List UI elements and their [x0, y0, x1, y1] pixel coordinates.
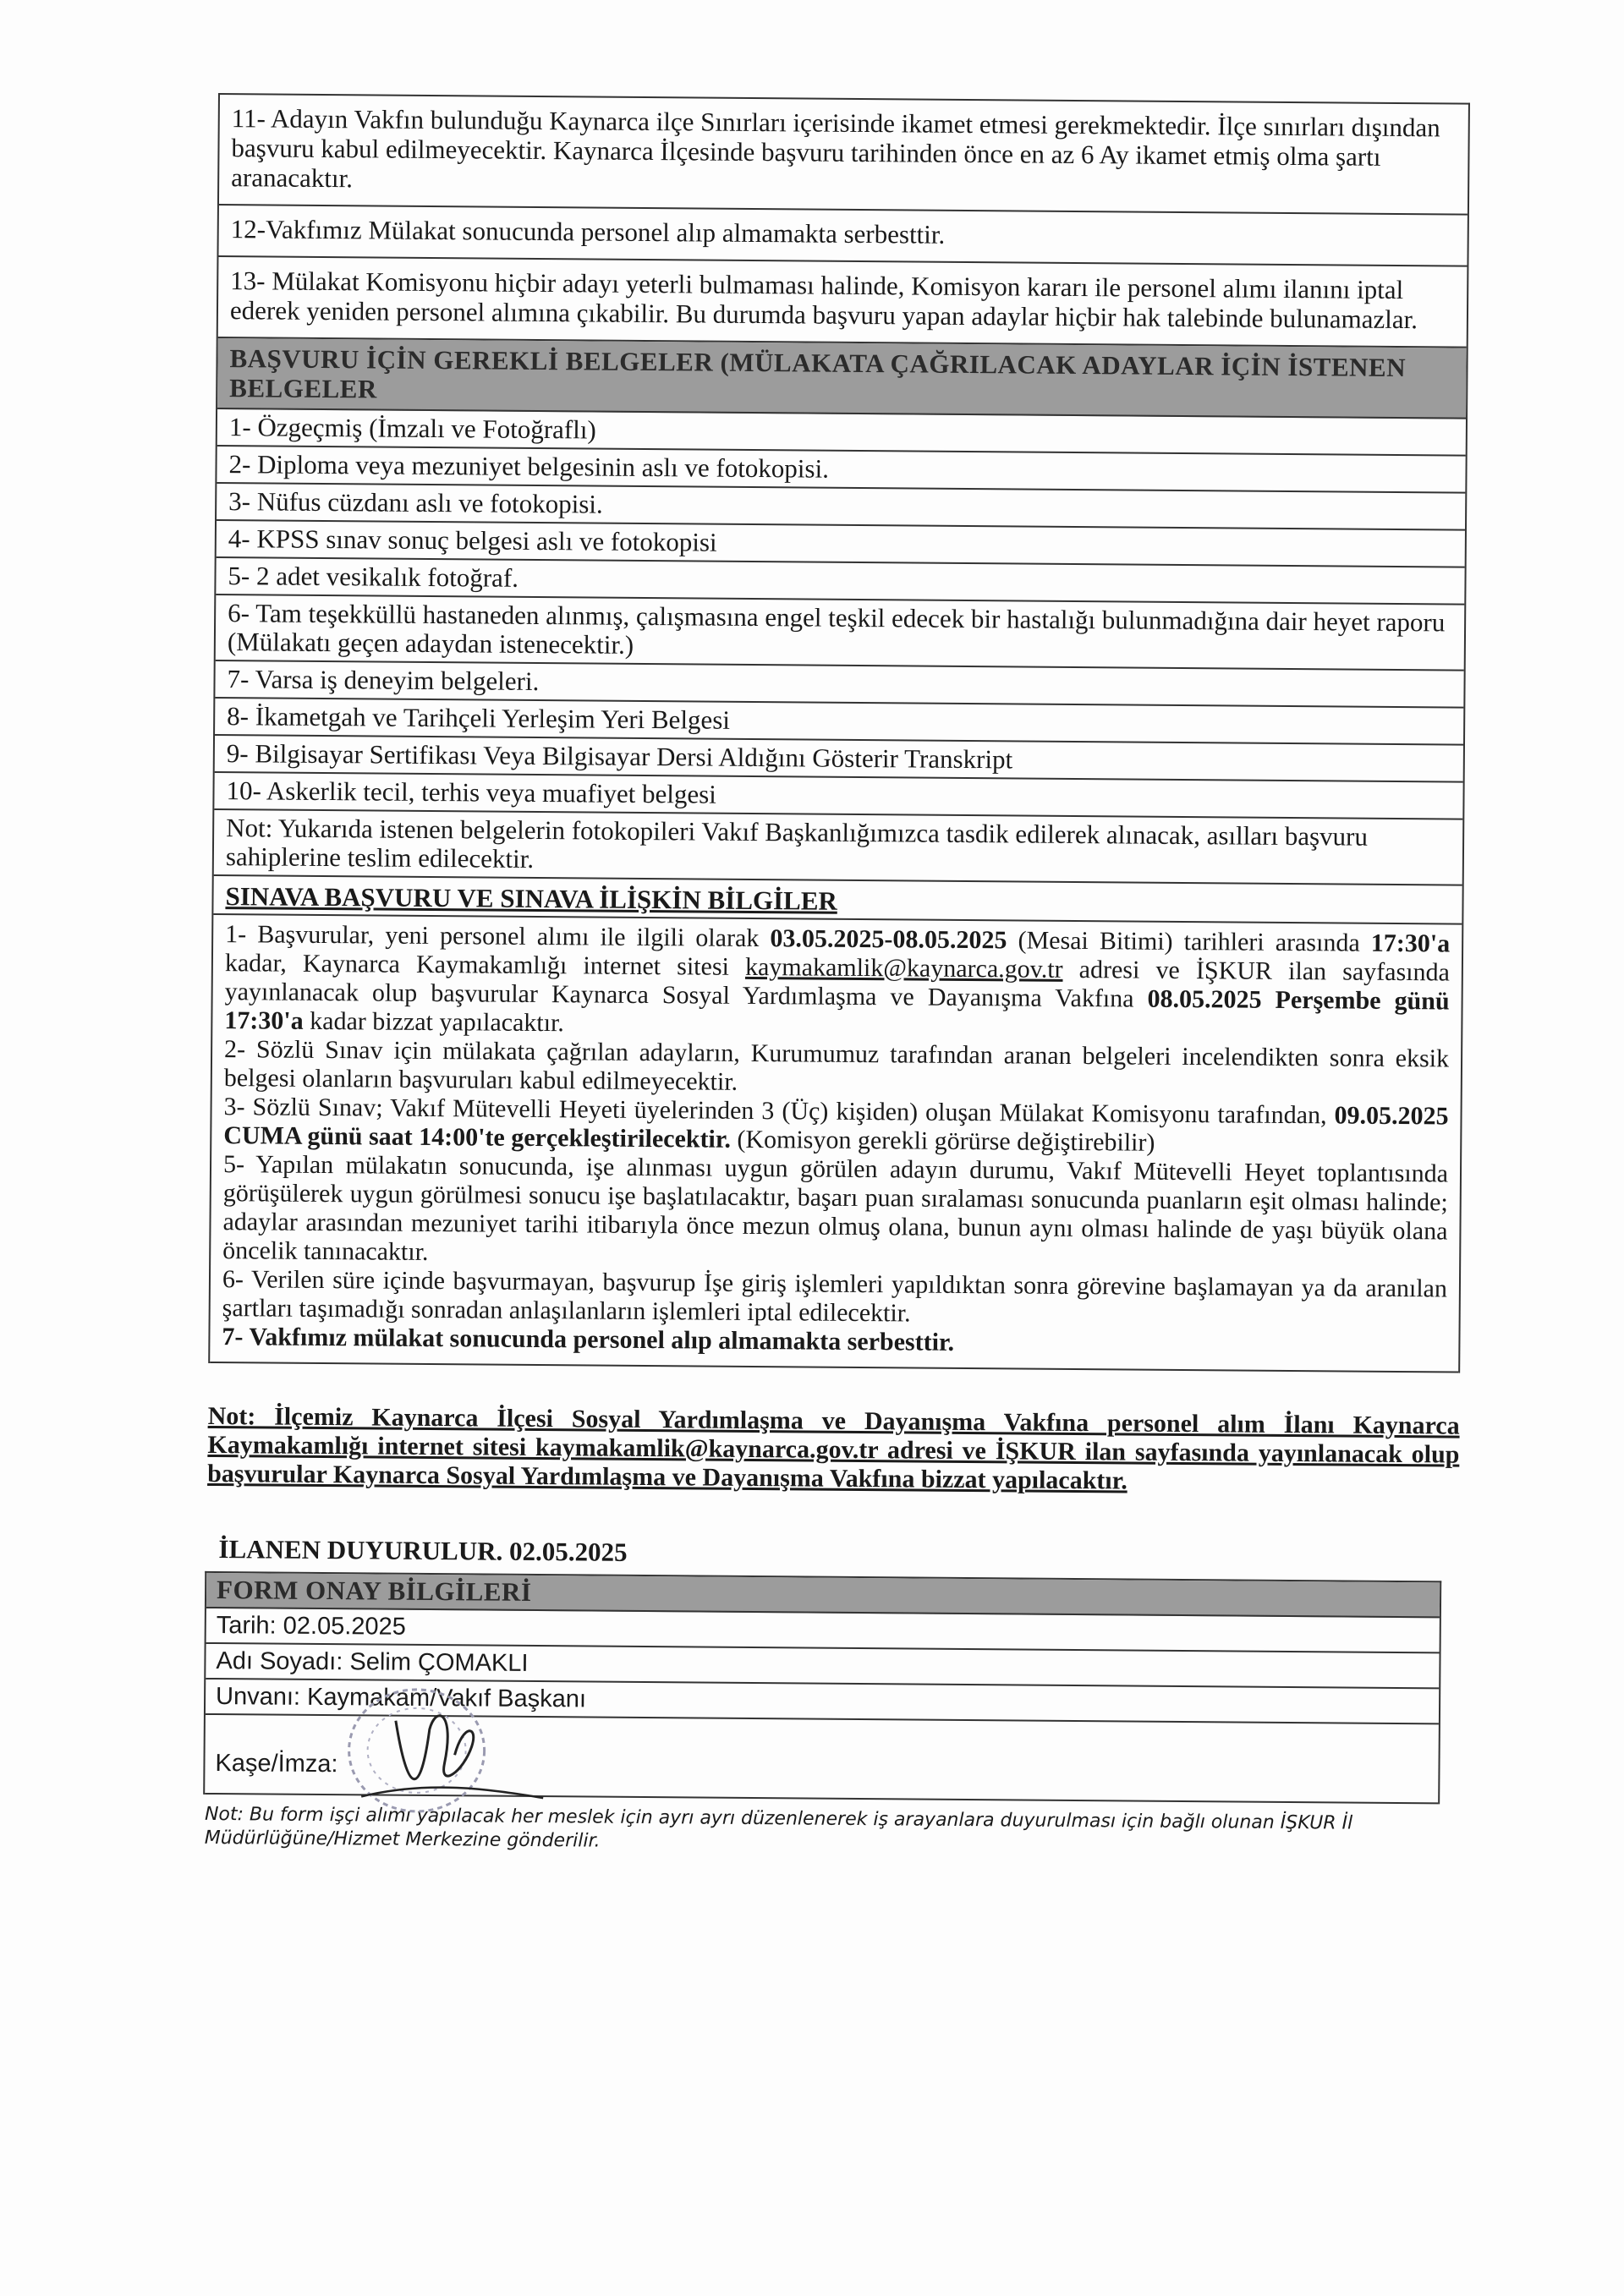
announcement: İLANEN DUYURULUR. 02.05.2025	[218, 1534, 628, 1567]
exam-text: kadar bizzat yapılacaktır.	[303, 1006, 565, 1038]
document-item: 1- Özgeçmiş (İmzalı ve Fotoğraflı)	[217, 409, 1466, 457]
form-signature-row	[205, 1715, 1439, 1804]
stamp-signature-icon	[336, 1669, 548, 1823]
exam-text: (Mesai Bitimi) tarihleri arasında	[1007, 926, 1371, 957]
requirement-item-12: 12-Vakfımız Mülakat sonucunda personel alıp almamakta serbesttir.	[218, 205, 1467, 267]
deadline: 08.05.2025 Perşembe günü 17:30'a	[224, 984, 1450, 1035]
document-item: 6- Tam teşekküllü hastaneden alınmış, çalışmasına engel teşkil edecek bir hastalığı bulunmadığına dair heyet raporu (Mülakatı geçen adaydan istenecektir.)	[216, 595, 1465, 671]
documents-note: Not: Yukarıda istenen belgelerin fotokopileri Vakıf Başkanlığımızca tasdik edilerek alınacak, asılları başvuru sahiplerine teslim edilecektir.	[214, 810, 1463, 886]
exam-paragraph-5: 5- Yapılan mülakatın sonucunda, işe alınması uygun görülen adayın durumu, Vakıf Mütevelli Heyet toplantısında görüşülerek uygun görülmesi sonucu işe başlatılacaktır, başarı puan sıralaması sonucunda puanların eşit olması halinde; adaylar arasından mezuniyet tarihi itibarıyla önce mezun olmuş olana, bunun aynı olması halinde de yaşı büyük olana öncelik tanınacaktır.	[222, 1150, 1449, 1266]
exam-text: 1- Başvurular, yeni personel alımı ile ilgili olarak	[225, 920, 771, 953]
exam-text: (Komisyon gerekli görürse değiştirebilir)	[730, 1125, 1155, 1157]
requirement-item-11: 11- Adayın Vakfın bulunduğu Kaynarca ilçe Sınırları içerisinde ikamet etmesi gerekmektedir. İlçe sınırları dışından başvuru kabul edilmeyecektir. Kaynarca İlçesinde başvuru tarihinden önce en az 6 Ay ikamet etmiş olma şartı aranacaktır.	[219, 95, 1468, 216]
document-item: 5- 2 adet vesikalık fotoğraf.	[216, 558, 1464, 606]
document-item: 10- Askerlik tecil, terhis veya muafiyet belgesi	[214, 773, 1462, 820]
exam-date: 09.05.2025 CUMA günü saat 14:00'te gerçekleştirilecektir.	[223, 1101, 1449, 1153]
email-link[interactable]: kaymakamlik@kaynarca.gov.tr	[744, 952, 1063, 984]
requirement-item-13: 13- Mülakat Komisyonu hiçbir adayı yeterli bulmaması halinde, Komisyon kararı ile personel alımı ilanını iptal ederek yeniden personel alımına çıkabilir. Bu durumda başvuru yapan adaylar hiçbir hak talebinde bulunamazlar.	[218, 257, 1468, 348]
exam-header: SINAVA BAŞVURU VE SINAVA İLİŞKİN BİLGİLER	[213, 876, 1462, 925]
form-name: Adı Soyadı: Selim ÇOMAKLI	[206, 1644, 1439, 1689]
application-time: 17:30'a	[1370, 929, 1451, 958]
exam-text: adresi ve İŞKUR ilan sayfasında yayınlanacak olup başvurular Kaynarca Sosyal Yardımlaşma ve Dayanışma Vakfına	[224, 955, 1451, 1013]
document-item: 3- Nüfus cüzdanı aslı ve fotokopisi.	[217, 484, 1465, 531]
document-item: 8- İkametgah ve Tarihçeli Yerleşim Yeri Belgesi	[215, 699, 1463, 746]
exam-paragraph-1	[224, 920, 1450, 1044]
important-note: Not: İlçemiz Kaynarca İlçesi Sosyal Yardımlaşma ve Dayanışma Vakfına personel alım İlanı Kaynarca Kaymakamlığı internet sitesi kaymakamlik@kaynarca.gov.tr adresi ve İŞKUR ilan sayfasında yayınlanacak olup başvurular Kaynarca Sosyal Yardımlaşma ve Dayanışma Vakfına bizzat yapılacaktır.	[207, 1401, 1460, 1495]
exam-text: kadar, Kaynarca Kaymakamlığı internet sitesi	[224, 949, 746, 981]
documents-header: BAŞVURU İÇİN GEREKLİ BELGELER (MÜLAKATA ÇAĞRILACAK ADAYLAR İÇİN İSTENEN BELGELER	[217, 338, 1467, 419]
exam-info-block	[210, 915, 1462, 1373]
document-item: 7- Varsa iş deneyim belgeleri.	[215, 661, 1463, 709]
approval-form	[203, 1571, 1441, 1804]
document-item: 2- Diploma veya mezuniyet belgesinin aslı ve fotokopisi.	[217, 447, 1465, 494]
signature-label: Kaşe/İmza:	[215, 1750, 338, 1778]
form-header: FORM ONAY BİLGİLERİ	[206, 1573, 1440, 1618]
exam-paragraph-6: 6- Verilen süre içinde başvurmayan, başvurup İşe giriş işlemleri yapıldıktan sonra görevine başlamayan ya da aranılan şartları taşımadığı sonradan anlaşılanların işlemleri iptal edilecektir.	[222, 1265, 1448, 1328]
requirements-table	[208, 93, 1470, 1373]
application-dates: 03.05.2025-08.05.2025	[770, 924, 1007, 955]
exam-paragraph-2: 2- Sözlü Sınav için mülakata çağrılan adayların, Kurumumuz tarafından aranan belgeleri incelendikten sonra eksik belgesi olanların başvuruları kabul edilmeyecektir.	[223, 1035, 1450, 1096]
document-sheet	[205, 93, 1470, 1860]
document-item: 4- KPSS sınav sonuç belgesi aslı ve fotokopisi	[217, 521, 1465, 568]
document-item: 9- Bilgisayar Sertifikası Veya Bilgisayar Dersi Aldığını Gösterir Transkript	[215, 736, 1463, 783]
exam-text: 7- Vakfımız mülakat sonucunda personel alıp almamakta serbesttir.	[222, 1323, 955, 1356]
form-date: Tarih: 02.05.2025	[206, 1608, 1440, 1653]
footnote: Not: Bu form işçi alımı yapılacak her meslek için ayrı ayrı düzenlenerek iş arayanlara duyurulması için bağlı olunan İŞKUR İl Müdürlüğüne/Hizmet Merkezine gönderilir.	[204, 1803, 1353, 1852]
exam-paragraph-3	[223, 1093, 1448, 1159]
form-title: Unvanı: Kaymakam/Vakıf Başkanı	[206, 1680, 1439, 1724]
exam-text: 3- Sözlü Sınav; Vakıf Mütevelli Heyeti üyelerinden 3 (Üç) kişiden) oluşan Mülakat Komisyonu tarafından,	[223, 1093, 1335, 1130]
